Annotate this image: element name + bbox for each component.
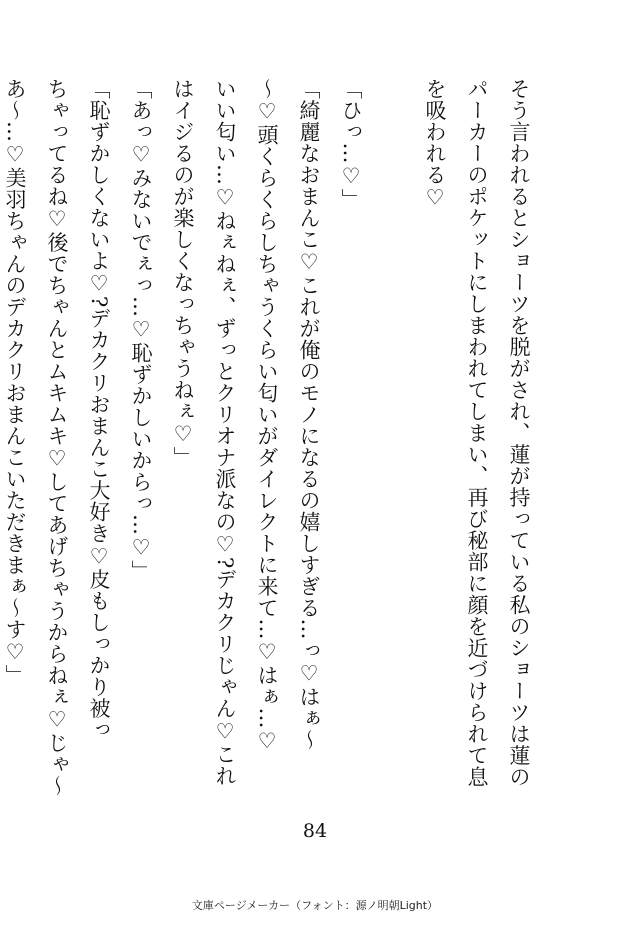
paragraph-gap [372, 78, 414, 778]
paragraph-dialogue-4: 「恥ずかしくないよ♡?デカクリおまんこ大好き♡皮もしっかり被っ ちゃってるね♡後でちゃんとムキムキ♡してあげちゃうからねぇ♡じゃ〜 あ〜…♡美羽ちゃんのデカクリおまんこいただきまぁ〜す♡」 [3, 78, 111, 797]
paragraph-dialogue-3: 「あっ♡みないでぇっ…♡恥ずかしいからっ…♡」 [129, 78, 153, 582]
vertical-body-text [0, 78, 540, 797]
paragraph-narration: そう言われるとショーツを脱がされ、蓮が持っている私のショーツは蓮の パーカーのポケットにしまわれてしまい、再び秘部に顔を近づけられて息 を吸われる♡ [423, 78, 531, 788]
paragraph-dialogue-1: 「ひっ…♡」 [339, 78, 363, 210]
page-number: 84 [302, 820, 328, 842]
footer-credit: 文庫ページメーカー（フォント：源ノ明朝Light） [191, 899, 439, 912]
paragraph-dialogue-2: 「綺麗なおまんこ♡これが俺のモノになるの嬉しすぎる…っ♡はぁ〜 〜♡頭くらくらしちゃうくらい匂いがダイレクトに来て…♡はぁ…♡ いい匂い…♡ねぇねぇ、ずっとクリオナ派なの♡?デカクリじゃん♡これ はイジるのが楽しくなっちゃうねぇ♡」 [171, 78, 321, 787]
